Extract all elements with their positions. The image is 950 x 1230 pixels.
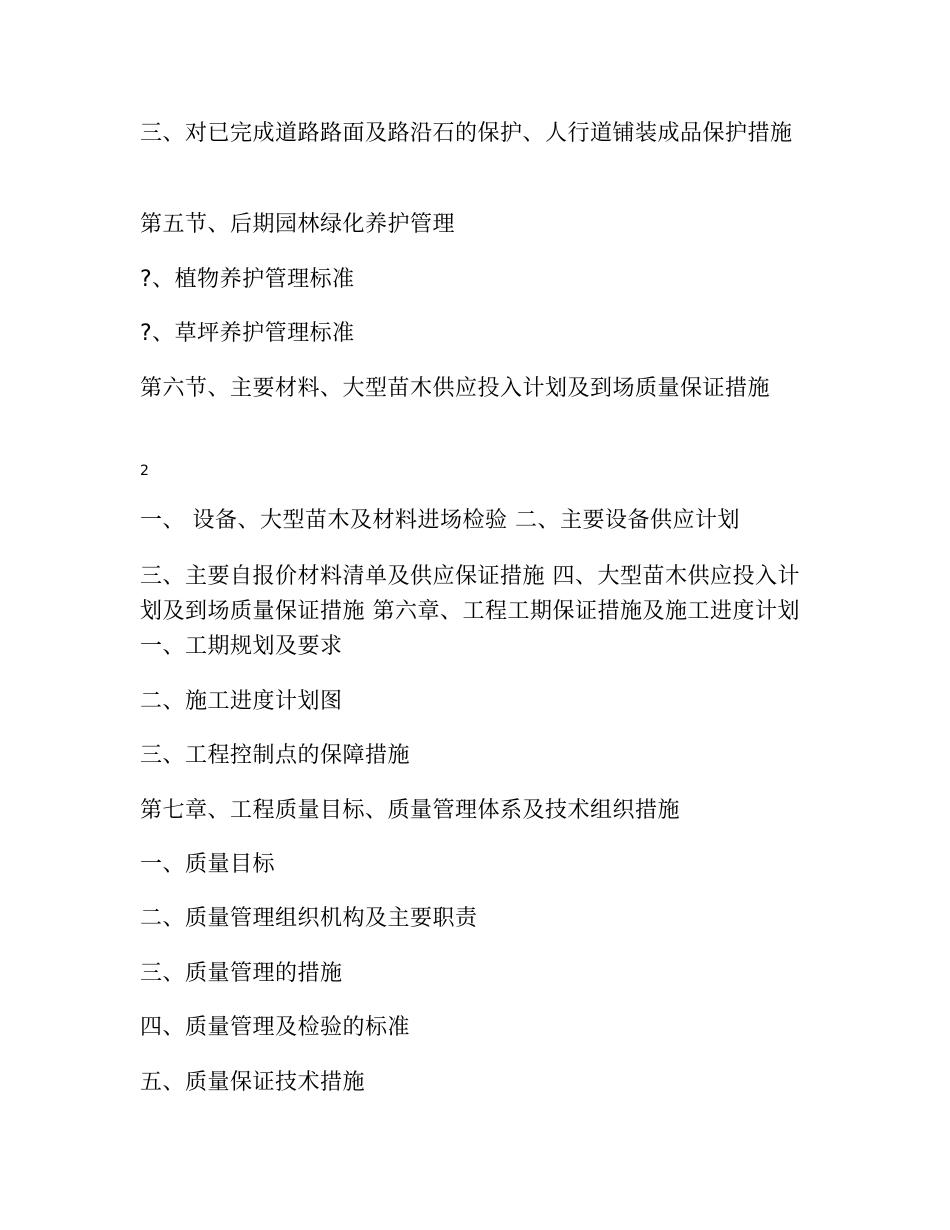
toc-line: 三、对已完成道路路面及路沿石的保护、人行道铺装成品保护措施 bbox=[140, 121, 793, 146]
toc-line: 第六节、主要材料、大型苗木供应投入计划及到场质量保证措施 bbox=[140, 376, 771, 401]
toc-line: 三、质量管理的措施 bbox=[140, 961, 343, 986]
toc-line: 三、主要自报价材料清单及供应保证措施 四、大型苗木供应投入计划及到场质量保证措施 第六章、工程工期保证措施及施工进度计划 一、工期规划及要求 bbox=[140, 564, 800, 659]
toc-line: 一、 设备、大型苗木及材料进场检验 二、主要设备供应计划 bbox=[140, 508, 740, 533]
toc-line: 四、质量管理及检验的标准 bbox=[140, 1015, 411, 1040]
toc-line: 三、工程控制点的保障措施 bbox=[140, 743, 411, 768]
page-number: 2 bbox=[140, 463, 149, 479]
toc-line: 五、质量保证技术措施 bbox=[140, 1070, 366, 1095]
toc-line: 第五节、后期园林绿化养护管理 bbox=[140, 212, 456, 237]
toc-line: 二、质量管理组织机构及主要职责 bbox=[140, 906, 478, 931]
toc-line: 二、施工进度计划图 bbox=[140, 689, 343, 714]
toc-line: 第七章、工程质量目标、质量管理体系及技术组织措施 bbox=[140, 798, 681, 823]
toc-line: ?、草坪养护管理标准 bbox=[140, 321, 355, 346]
toc-line: 一、质量目标 bbox=[140, 852, 276, 877]
toc-line: ?、植物养护管理标准 bbox=[140, 267, 355, 292]
